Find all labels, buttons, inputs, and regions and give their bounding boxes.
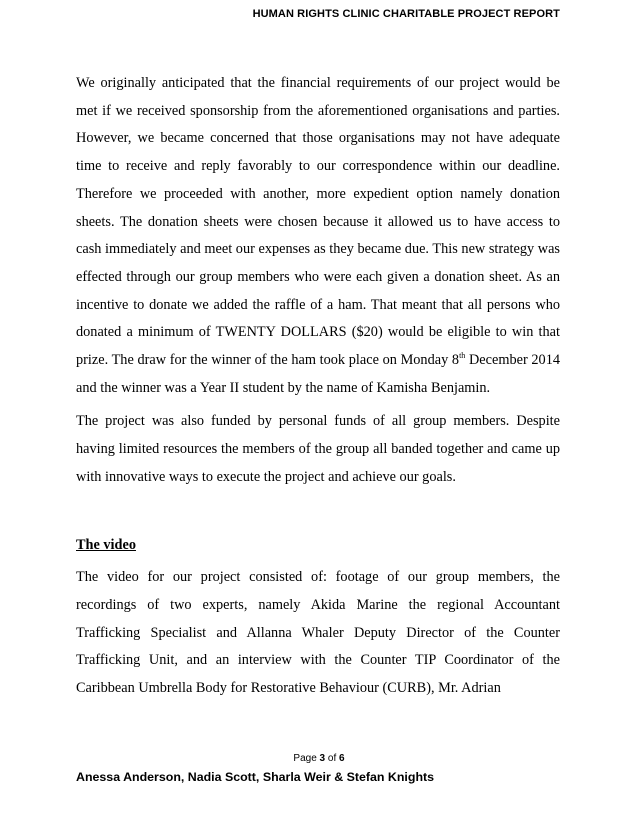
paragraph-funding-text: We originally anticipated that the financial requirements of our project would be met if we received sponsorship from the aforementioned organisations and parties. However, we became concerned that those organisations may not have adequate time to receive and reply favorably to our correspondence within our deadline. Therefore we proceeded with another, more expedient option namely donation sheets. The donation sheets were chosen because it allowed us to have access to cash immediately and meet our expenses as they became due. This new strategy was effected through our group members who were each given a donation sheet. As an incentive to donate we added the raffle of a ham. That meant that all persons who donated a minimum of TWENTY DOLLARS ($20) would be eligible to win that prize. The draw for the winner of the ham took place on Monday 8 xyxy=(76,75,560,369)
paragraph-personal-funds: The project was also funded by personal funds of all group members. Despite having limited resources the members of the group all banded together and came up with innovative ways to execute the project and achieve our goals. xyxy=(76,413,560,485)
ordinal-suffix: th xyxy=(459,351,466,361)
total-pages: 6 xyxy=(339,753,345,764)
page-number xyxy=(0,753,638,764)
section-heading-video: The video xyxy=(76,536,136,553)
paragraph-funding-text-end: December 2014 and the winner was a Year II student by the name of Kamisha Benjamin. xyxy=(76,352,560,396)
paragraph-video: The video for our project consisted of: footage of our group members, the recordings of two experts, namely Akida Marine the regional Accountant Trafficking Specialist and Allanna Whaler Deputy Director of the Counter Trafficking Unit, and an interview with the Counter TIP Coordinator of the Caribbean Umbrella Body for Restorative Behaviour (CURB), Mr. Adrian xyxy=(76,569,560,697)
footer-authors: Anessa Anderson, Nadia Scott, Sharla Weir & Stefan Knights xyxy=(76,770,435,784)
page-label: Page xyxy=(293,753,317,764)
current-page: 3 xyxy=(319,753,326,764)
running-header: HUMAN RIGHTS CLINIC CHARITABLE PROJECT REPORT xyxy=(252,8,560,20)
document-body xyxy=(76,70,560,703)
page-of: of xyxy=(327,753,337,764)
paragraph-funding xyxy=(76,70,560,402)
